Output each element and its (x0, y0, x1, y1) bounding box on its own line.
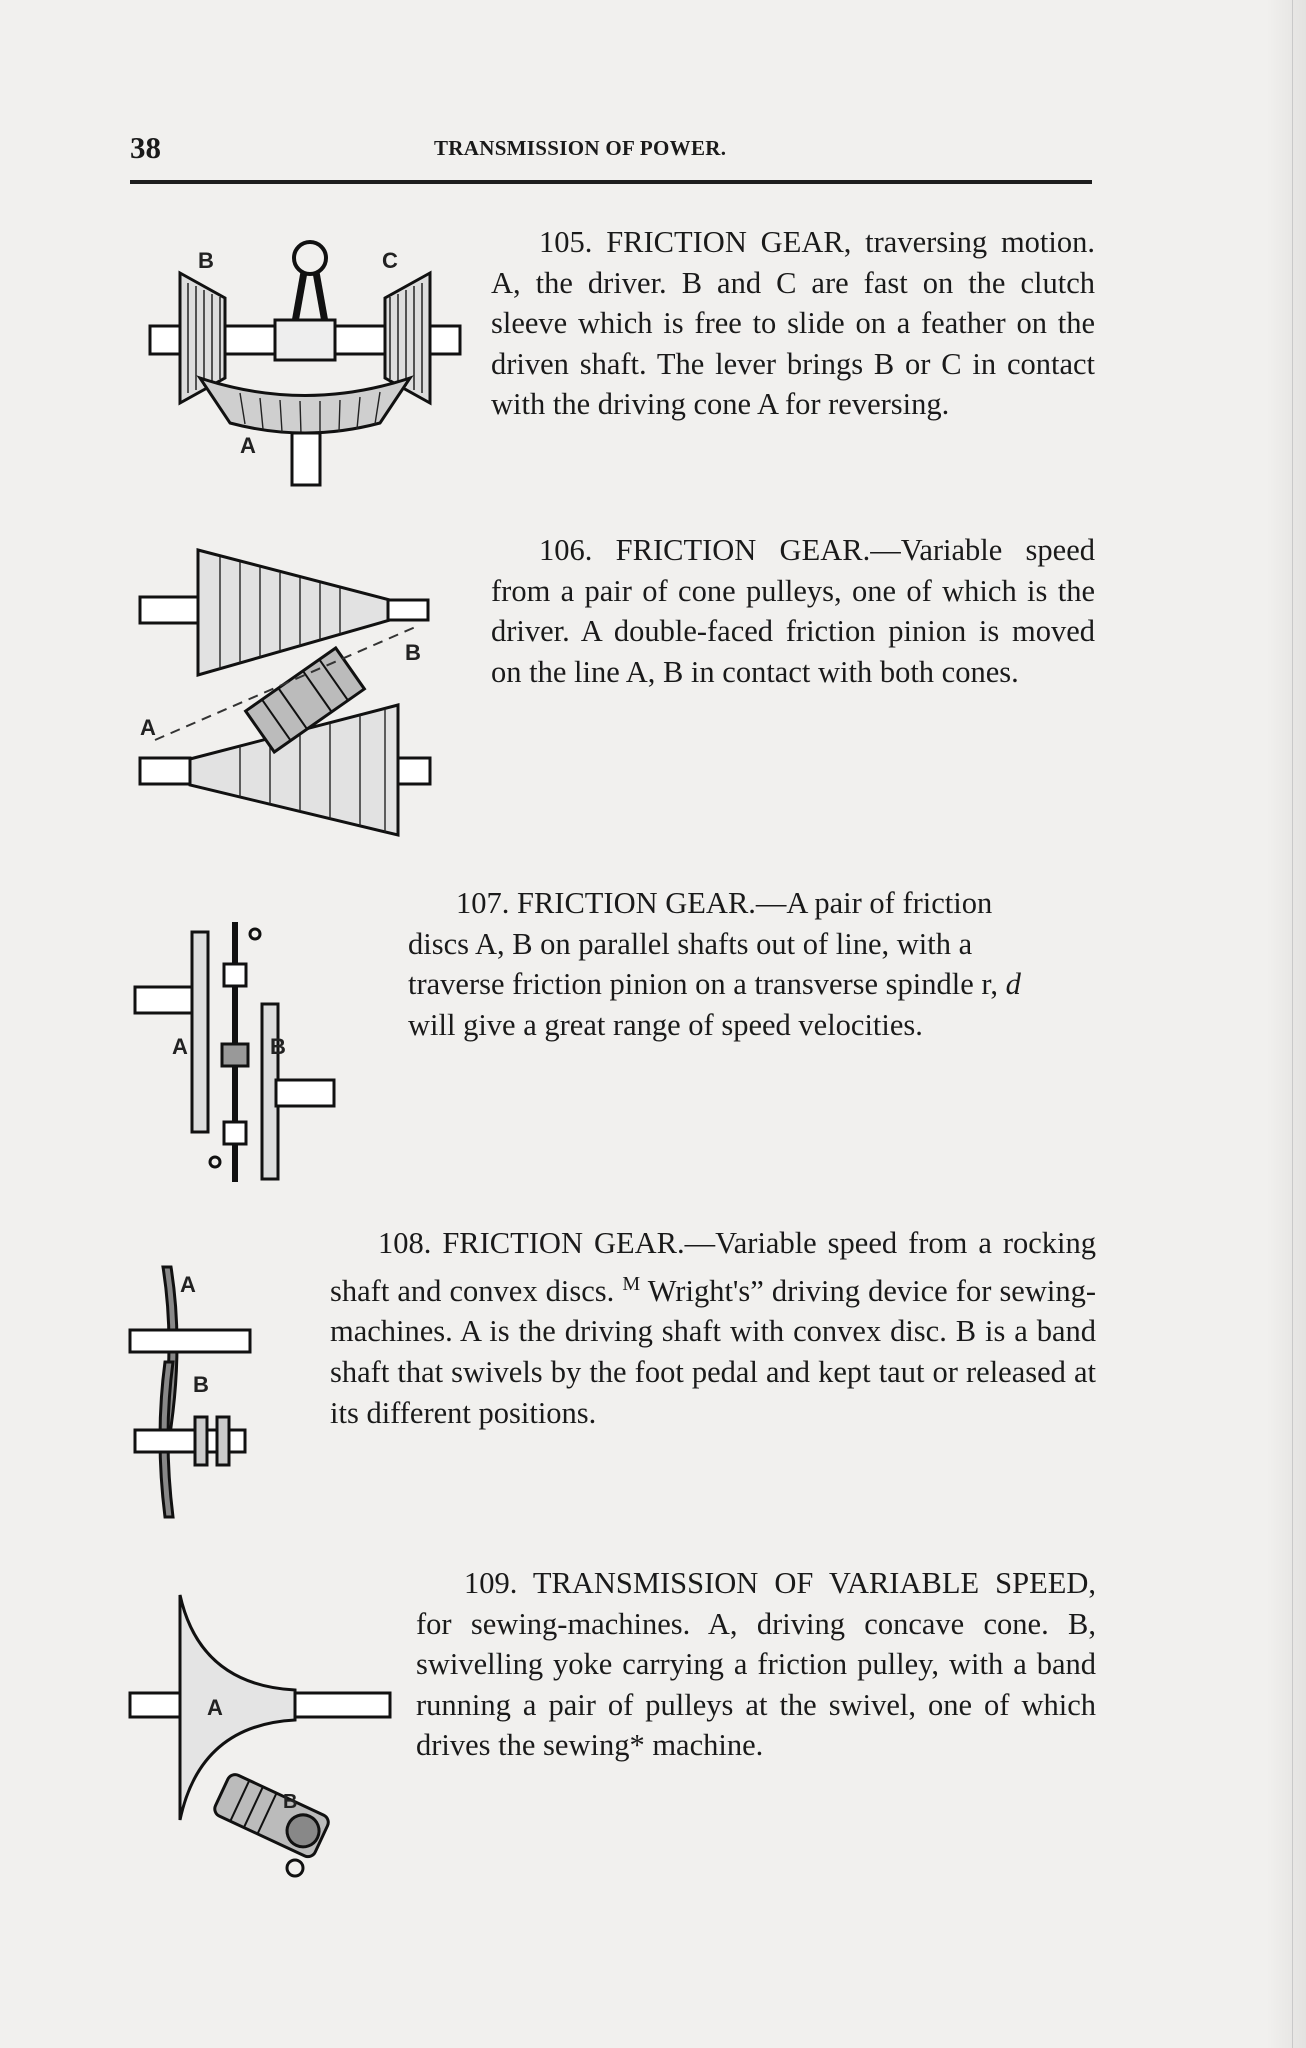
entry-108-superscript: M (622, 1272, 641, 1295)
figure-107-label-a: A (172, 1034, 188, 1059)
entry-108-text-part-1: FRICTION GEAR.—Variable speed from a rocking shaft and convex discs. (330, 1226, 1096, 1308)
entry-109-text: TRANSMISSION OF VARIABLE SPEED, for sewing-machines. A, driving concave cone. B, swivelling yoke carrying a friction pulley, with a band running a pair of pulleys at the swivel, one of which drives the sewing* machine. (416, 1566, 1096, 1763)
figure-108-label-a: A (180, 1272, 196, 1297)
page-edge (1292, 0, 1293, 2048)
entry-108 (330, 1223, 1096, 1433)
entry-107-text-part-1: FRICTION GEAR.—A pair of friction discs A, B on parallel shafts out of line, with a traverse friction pinion on a transverse spindle r, (408, 886, 1006, 1002)
entry-109-number: 109. (464, 1566, 518, 1600)
entry-105-number: 105. (539, 225, 593, 259)
figure-105-label-c: C (382, 248, 398, 273)
figure-105-label-b: B (198, 248, 214, 273)
entry-107 (408, 883, 1058, 1045)
figure-105-label-a: A (240, 433, 256, 458)
entry-105 (491, 222, 1095, 425)
entry-107-italic: d (1005, 967, 1021, 1002)
figure-109-concave-cone-swivelling-yoke (125, 1590, 385, 1880)
running-title: TRANSMISSION OF POWER. (434, 136, 727, 160)
figure-107-parallel-friction-discs (130, 912, 340, 1192)
page-number: 38 (130, 130, 161, 165)
entry-108-text-part-2: Wright's” driving device for sewing-machines. A is the driving shaft with convex disc. B is a band shaft that swivels by the foot pedal and kept taut or released at its different positions. (330, 1273, 1097, 1430)
entry-106-number: 106. (539, 533, 593, 567)
figure-106-cone-pulleys-friction-gear (130, 545, 470, 845)
figure-106-label-b: B (405, 640, 421, 665)
entry-108-number: 108. (378, 1226, 432, 1260)
figure-106-label-a: A (140, 715, 156, 740)
entry-107-text-part-2: will give a great range of speed velocities. (408, 1007, 923, 1042)
entry-109 (416, 1563, 1096, 1766)
entry-105-text: FRICTION GEAR, traversing motion. A, the driver. B and C are fast on the clutch sleeve which is free to slide on a feather on the driven shaft. The lever brings B or C in contact with the driving cone A for reversing. (491, 225, 1095, 422)
header-rule (130, 180, 1092, 184)
figure-109-label-a: A (207, 1695, 223, 1720)
entry-106-text: FRICTION GEAR.—Variable speed from a pair of cone pulleys, one of which is the driver. A double-faced friction pinion is moved on the line A, B in contact with both cones. (491, 533, 1096, 689)
figure-107-label-b: B (270, 1034, 286, 1059)
entry-106 (491, 530, 1095, 692)
page-edge-shadow (1266, 0, 1306, 2048)
entry-107-number: 107. (456, 886, 510, 920)
figure-108-convex-discs-rocking-shaft (125, 1262, 275, 1522)
figure-105-traversing-friction-gear (130, 228, 480, 488)
figure-108-label-b: B (193, 1372, 209, 1397)
figure-109-label-b: B (283, 1791, 298, 1813)
